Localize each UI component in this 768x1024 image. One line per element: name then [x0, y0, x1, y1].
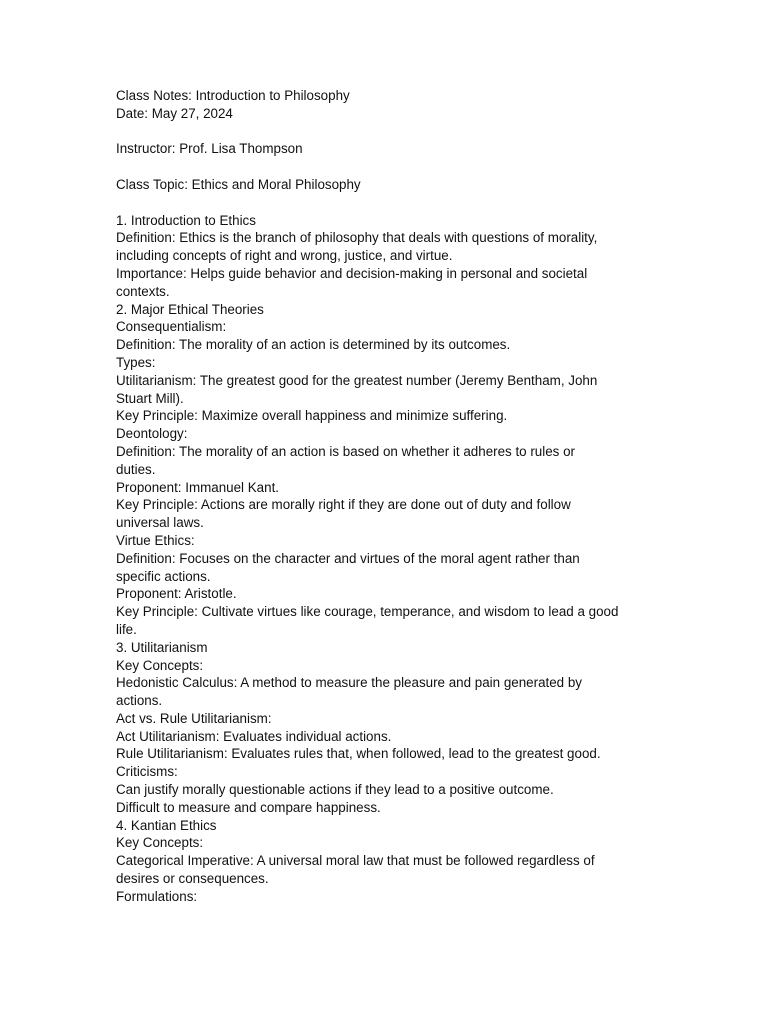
notes-instructor: Instructor: Prof. Lisa Thompson [116, 141, 303, 157]
class-notes [116, 87, 656, 906]
text-line: Hedonistic Calculus: A method to measure the pleasure and pain generated by [116, 675, 582, 691]
text-line: including concepts of right and wrong, justice, and virtue. [116, 248, 453, 264]
text-line: Proponent: Aristotle. [116, 586, 237, 602]
text-line: 3. Utilitarianism [116, 639, 208, 655]
text-line: Types: [116, 354, 156, 370]
text-line: Definition: Ethics is the branch of philosophy that deals with questions of morality, [116, 230, 598, 246]
text-line: Key Principle: Maximize overall happiness and minimize suffering. [116, 408, 508, 424]
text-line: desires or consequences. [116, 871, 269, 887]
text-line: Act vs. Rule Utilitarianism: [116, 710, 272, 726]
text-line: 1. Introduction to Ethics [116, 212, 256, 228]
blank-line [116, 123, 656, 141]
blank-line [116, 194, 656, 212]
text-line: Stuart Mill). [116, 390, 184, 406]
text-line: Difficult to measure and compare happiness. [116, 799, 381, 815]
text-line: Categorical Imperative: A universal moral law that must be followed regardless of [116, 853, 595, 869]
text-line: 2. Major Ethical Theories [116, 301, 264, 317]
text-line: Virtue Ethics: [116, 532, 195, 548]
text-line: Definition: Focuses on the character and virtues of the moral agent rather than [116, 550, 580, 566]
text-line: Utilitarianism: The greatest good for the greatest number (Jeremy Bentham, John [116, 372, 598, 388]
text-line: Can justify morally questionable actions if they lead to a positive outcome. [116, 782, 554, 798]
notes-date: Date: May 27, 2024 [116, 105, 233, 121]
text-line: Proponent: Immanuel Kant. [116, 479, 280, 495]
text-line: Deontology: [116, 426, 188, 442]
text-line: Key Concepts: [116, 657, 204, 673]
text-line: Formulations: [116, 888, 198, 904]
text-line: 4. Kantian Ethics [116, 817, 217, 833]
text-line: Rule Utilitarianism: Evaluates rules that, when followed, lead to the greatest good. [116, 746, 601, 762]
blank-line [116, 158, 656, 176]
notes-topic: Class Topic: Ethics and Moral Philosophy [116, 176, 361, 192]
text-line: Importance: Helps guide behavior and decision-making in personal and societal [116, 265, 588, 281]
text-line: actions. [116, 693, 163, 709]
text-line: Key Principle: Actions are morally right if they are done out of duty and follow [116, 497, 571, 513]
text-line: Act Utilitarianism: Evaluates individual actions. [116, 728, 392, 744]
notes-body [116, 212, 656, 906]
text-line: life. [116, 621, 137, 637]
text-line: specific actions. [116, 568, 211, 584]
notes-title: Class Notes: Introduction to Philosophy [116, 88, 350, 103]
text-line: Definition: The morality of an action is based on whether it adheres to rules or [116, 443, 576, 459]
text-line: universal laws. [116, 515, 204, 531]
text-line: duties. [116, 461, 156, 477]
text-line: Criticisms: [116, 764, 178, 780]
text-line: Definition: The morality of an action is determined by its outcomes. [116, 337, 511, 353]
text-line: Key Principle: Cultivate virtues like courage, temperance, and wisdom to lead a good [116, 604, 619, 620]
text-line: contexts. [116, 283, 170, 299]
text-line: Key Concepts: [116, 835, 204, 851]
text-line: Consequentialism: [116, 319, 227, 335]
